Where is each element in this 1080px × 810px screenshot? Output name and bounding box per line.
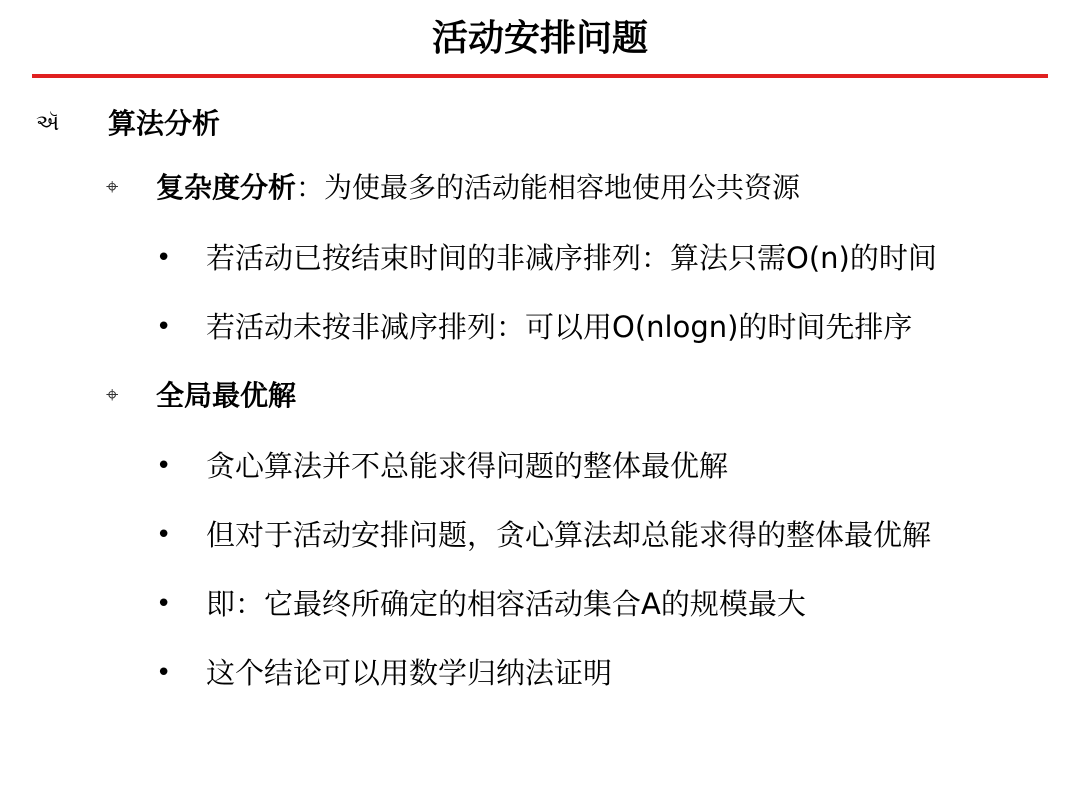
list-item-text: 这个结论可以用数学归纳法证明 xyxy=(206,656,613,690)
subsection-bullet-icon: ⌖ xyxy=(106,383,119,408)
title-rule xyxy=(32,74,1048,78)
section-heading: 算法分析 xyxy=(108,107,221,140)
subsection-bullet-icon: ⌖ xyxy=(106,175,119,200)
section-bullet-icon: ઍ xyxy=(36,111,60,136)
bullet-dot-icon: • xyxy=(156,451,172,481)
bullet-dot-icon: • xyxy=(156,243,172,273)
bullet-dot-icon: • xyxy=(156,520,172,550)
subsection-tail: 为使最多的活动能相容地使用公共资源 xyxy=(324,171,801,204)
list-item-text: 即：它最终所确定的相容活动集合A的规模最大 xyxy=(206,587,806,621)
subsection-heading: 复杂度分析 xyxy=(156,171,297,204)
bullet-dot-icon: • xyxy=(156,658,172,688)
subsection-text xyxy=(156,168,800,208)
list-item xyxy=(156,653,612,693)
slide-title: 活动安排问题 xyxy=(431,18,648,59)
bullet-dot-icon: • xyxy=(156,312,172,342)
list-item xyxy=(156,238,937,278)
subsection-row-complexity xyxy=(106,168,800,208)
list-item xyxy=(156,515,931,555)
list-item-text: 但对于活动安排问题，贪心算法却总能求得的整体最优解 xyxy=(206,518,932,552)
subsection-row-global-optimum xyxy=(106,376,296,416)
subsection-separator: ： xyxy=(296,171,325,204)
section-heading-row xyxy=(36,104,220,144)
list-item xyxy=(156,307,912,347)
list-item xyxy=(156,446,728,486)
list-item-text: 贪心算法并不总能求得问题的整体最优解 xyxy=(206,449,729,483)
subsection-heading: 全局最优解 xyxy=(156,379,297,412)
list-item-text: 若活动已按结束时间的非减序排列：算法只需O(n)的时间 xyxy=(206,241,937,275)
list-item-text: 若活动未按非减序排列：可以用O(nlogn)的时间先排序 xyxy=(206,310,913,344)
subsection-text xyxy=(156,376,296,416)
bullet-dot-icon: • xyxy=(156,589,172,619)
list-item xyxy=(156,584,806,624)
